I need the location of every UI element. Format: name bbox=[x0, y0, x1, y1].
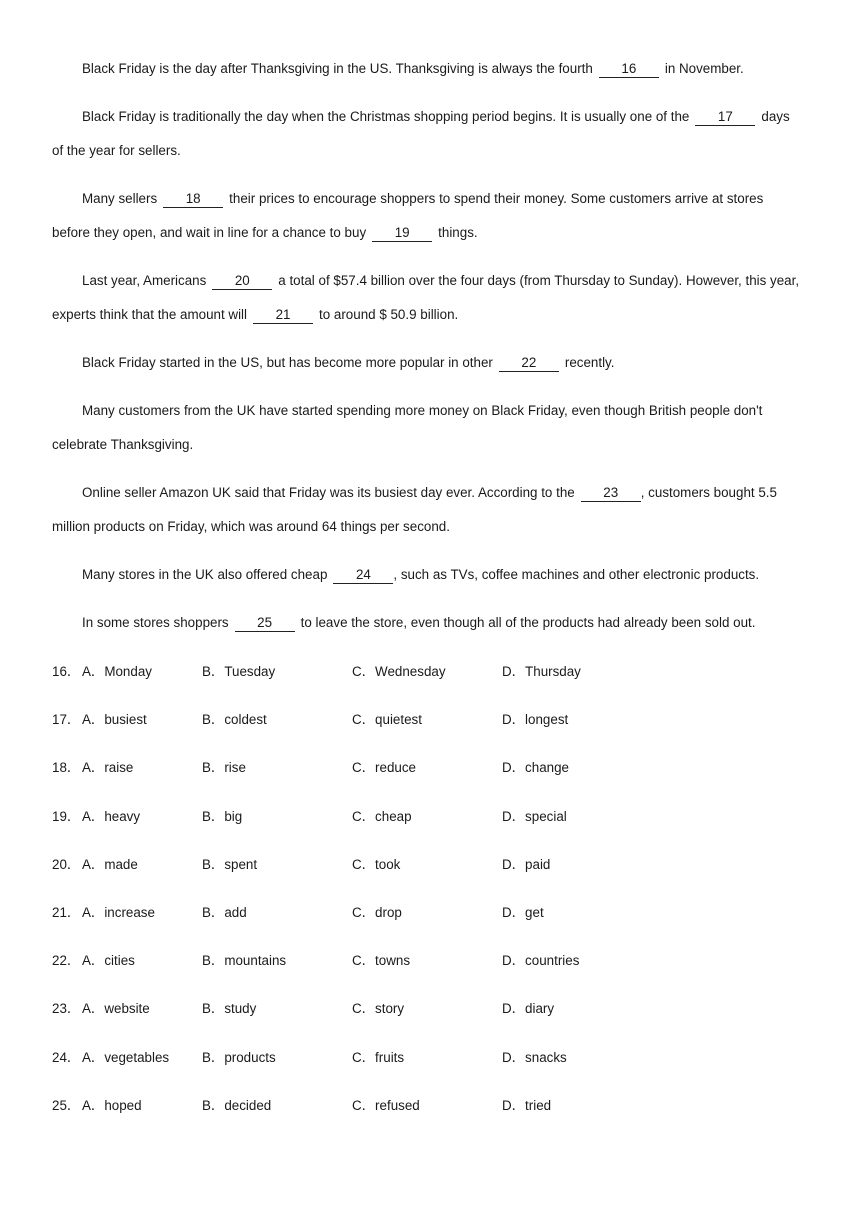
paragraph-text: Many customers from the UK have started spending more money on Black Friday, even though British people don't celebrate Thanksgiving. bbox=[52, 403, 763, 452]
option-b: B．study bbox=[202, 1001, 257, 1016]
option-a: A．made bbox=[82, 857, 138, 872]
option-c: C．cheap bbox=[352, 809, 412, 824]
option-a: A．website bbox=[82, 1001, 150, 1016]
paragraph-text: Black Friday is the day after Thanksgiving in the US. Thanksgiving is always the fourth bbox=[82, 61, 593, 76]
option-a: A．raise bbox=[82, 760, 134, 775]
option-a: A．Monday bbox=[82, 664, 152, 679]
question-number: 22． bbox=[52, 953, 81, 968]
passage-paragraph-4 bbox=[52, 264, 802, 332]
paragraph-text: Online seller Amazon UK said that Friday was its busiest day ever. According to the bbox=[82, 485, 575, 500]
option-c: C．fruits bbox=[352, 1050, 405, 1065]
option-a: A．hoped bbox=[82, 1098, 142, 1113]
question-row bbox=[52, 998, 812, 1020]
blank-19: 19 bbox=[372, 224, 432, 242]
passage-paragraph-6 bbox=[52, 394, 802, 462]
question-row bbox=[52, 902, 812, 924]
question-row bbox=[52, 806, 812, 828]
option-a: A．busiest bbox=[82, 712, 147, 727]
passage-paragraph-2 bbox=[52, 100, 802, 168]
blank-18: 18 bbox=[163, 190, 223, 208]
passage-paragraph-3 bbox=[52, 182, 802, 250]
option-b: B．rise bbox=[202, 760, 246, 775]
question-number: 24． bbox=[52, 1050, 81, 1065]
option-d: D．diary bbox=[502, 1001, 555, 1016]
paragraph-text: Many sellers bbox=[82, 191, 158, 206]
question-number: 23． bbox=[52, 1001, 81, 1016]
option-d: D．change bbox=[502, 760, 569, 775]
option-a: A．cities bbox=[82, 953, 135, 968]
paragraph-text: to leave the store, even though all of the products had already been sold out. bbox=[300, 615, 756, 630]
passage-paragraph-7 bbox=[52, 476, 802, 544]
passage-paragraph-5 bbox=[52, 346, 802, 380]
paragraph-text: in November. bbox=[664, 61, 744, 76]
blank-23: 23 bbox=[581, 484, 641, 502]
question-number: 17． bbox=[52, 712, 81, 727]
option-a: A．increase bbox=[82, 905, 155, 920]
paragraph-text: Last year, Americans bbox=[82, 273, 207, 288]
paragraph-text: Black Friday is traditionally the day when the Christmas shopping period begins. It is usually one of the bbox=[82, 109, 690, 124]
option-b: B．Tuesday bbox=[202, 664, 276, 679]
paragraph-text: a total of $57.4 billion over the four days (from Thursday to Sunday). However, this year, experts think that the amount will bbox=[52, 273, 800, 322]
question-number: 19． bbox=[52, 809, 81, 824]
passage-paragraph-9 bbox=[52, 606, 802, 640]
question-row bbox=[52, 757, 812, 779]
question-number: 16． bbox=[52, 664, 81, 679]
question-row bbox=[52, 1095, 812, 1117]
paragraph-text: , such as TVs, coffee machines and other electronic products. bbox=[393, 567, 760, 582]
option-b: B．products bbox=[202, 1050, 276, 1065]
option-c: C．Wednesday bbox=[352, 664, 446, 679]
option-b: B．spent bbox=[202, 857, 258, 872]
option-b: B．add bbox=[202, 905, 247, 920]
question-number: 20． bbox=[52, 857, 81, 872]
option-b: B．coldest bbox=[202, 712, 267, 727]
option-d: D．tried bbox=[502, 1098, 552, 1113]
blank-20: 20 bbox=[212, 272, 272, 290]
option-c: C．reduce bbox=[352, 760, 417, 775]
option-d: D．snacks bbox=[502, 1050, 567, 1065]
question-row bbox=[52, 1047, 812, 1069]
paragraph-text: to around $ 50.9 billion. bbox=[319, 307, 459, 322]
option-b: B．big bbox=[202, 809, 243, 824]
option-a: A．vegetables bbox=[82, 1050, 170, 1065]
paragraph-text: Many stores in the UK also offered cheap bbox=[82, 567, 328, 582]
paragraph-text: days of the year for sellers. bbox=[52, 109, 790, 158]
blank-21: 21 bbox=[253, 306, 313, 324]
blank-24: 24 bbox=[333, 566, 393, 584]
option-b: B．mountains bbox=[202, 953, 287, 968]
option-c: C．refused bbox=[352, 1098, 420, 1113]
paragraph-text: Black Friday started in the US, but has become more popular in other bbox=[82, 355, 493, 370]
option-a: A．heavy bbox=[82, 809, 141, 824]
question-number: 18． bbox=[52, 760, 81, 775]
option-d: D．paid bbox=[502, 857, 551, 872]
option-c: C．story bbox=[352, 1001, 405, 1016]
passage-paragraph-8 bbox=[52, 558, 802, 592]
option-d: D．longest bbox=[502, 712, 569, 727]
option-d: D．special bbox=[502, 809, 567, 824]
passage-paragraph-1 bbox=[52, 52, 802, 86]
option-d: D．Thursday bbox=[502, 664, 581, 679]
paragraph-text: recently. bbox=[564, 355, 615, 370]
blank-17: 17 bbox=[695, 108, 755, 126]
option-c: C．drop bbox=[352, 905, 402, 920]
option-c: C．quietest bbox=[352, 712, 422, 727]
option-d: D．get bbox=[502, 905, 544, 920]
blank-25: 25 bbox=[235, 614, 295, 632]
question-row bbox=[52, 709, 812, 731]
question-number: 21． bbox=[52, 905, 81, 920]
paragraph-text: their prices to encourage shoppers to spend their money. Some customers arrive at stores before they open, and wait in line for a chance to buy bbox=[52, 191, 764, 240]
option-d: D．countries bbox=[502, 953, 580, 968]
question-number: 25． bbox=[52, 1098, 81, 1113]
question-row bbox=[52, 950, 812, 972]
paragraph-text: things. bbox=[438, 225, 478, 240]
question-row bbox=[52, 854, 812, 876]
question-row bbox=[52, 661, 812, 683]
option-c: C．towns bbox=[352, 953, 411, 968]
blank-22: 22 bbox=[499, 354, 559, 372]
option-c: C．took bbox=[352, 857, 401, 872]
blank-16: 16 bbox=[599, 60, 659, 78]
paragraph-text: In some stores shoppers bbox=[82, 615, 229, 630]
option-b: B．decided bbox=[202, 1098, 272, 1113]
paragraph-text: , customers bought 5.5 million products on Friday, which was around 64 things per second. bbox=[52, 485, 777, 534]
